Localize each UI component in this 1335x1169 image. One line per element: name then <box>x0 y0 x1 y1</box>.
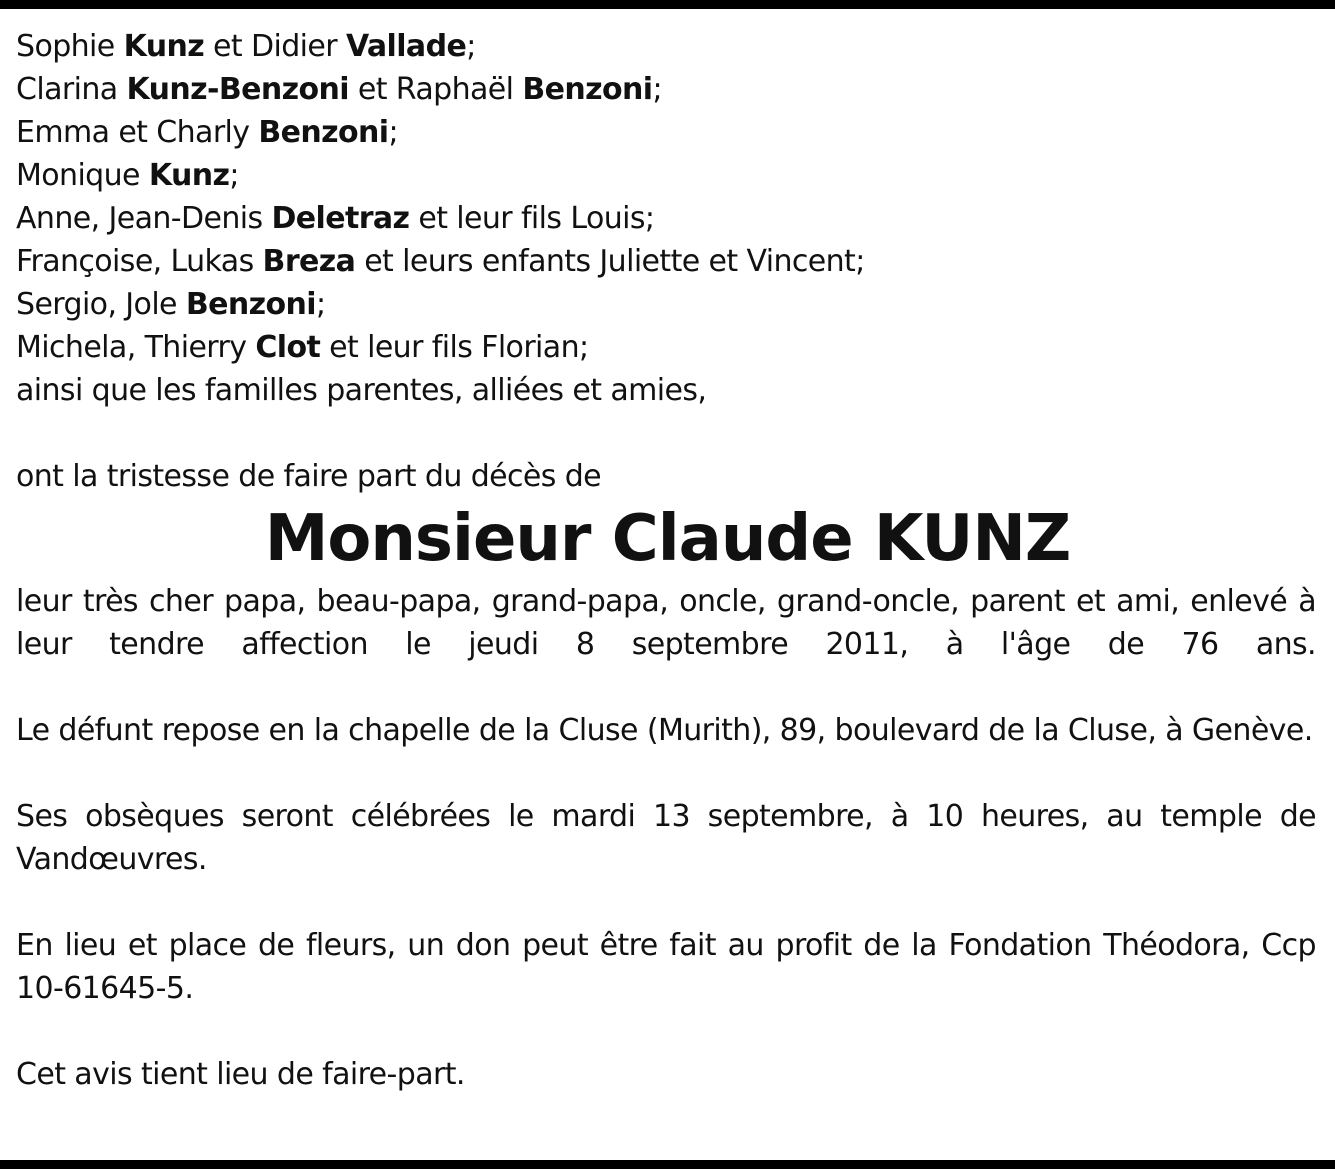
family-text: Emma et Charly <box>16 115 259 150</box>
rest-location-text: Le défunt repose en la chapelle de la Cluse (Murith), 89, boulevard de la Cluse, à Genève. <box>16 713 1313 748</box>
family-line <box>16 369 1316 412</box>
family-text: Sophie <box>16 29 124 64</box>
family-line <box>16 240 1316 283</box>
family-text: Anne, Jean-Denis <box>16 201 272 236</box>
family-text: et leur fils Florian; <box>320 330 589 365</box>
family-surname: Benzoni <box>522 72 653 107</box>
family-text: ; <box>652 72 662 107</box>
family-text: Françoise, Lukas <box>16 244 263 279</box>
family-surname: Breza <box>262 244 356 279</box>
family-line <box>16 111 1316 154</box>
family-surname: Vallade <box>345 29 467 64</box>
family-surname: Kunz <box>123 29 205 64</box>
description-text: leur très cher papa, beau-papa, grand-papa, oncle, grand-oncle, parent et ami, enlevé à leur tendre affection le jeudi 8 septembre 2011, à l'âge de 76 ans. <box>16 584 1316 662</box>
family-text: Monique <box>16 158 149 193</box>
intro-text: ont la tristesse de faire part du décès de <box>16 459 602 494</box>
family-text: ; <box>388 115 398 150</box>
top-rule <box>0 0 1335 9</box>
family-text: ; <box>229 158 239 193</box>
bottom-rule <box>0 1160 1335 1169</box>
family-surname: Kunz <box>148 158 230 193</box>
family-line <box>16 197 1316 240</box>
family-text: et leurs enfants Juliette et Vincent; <box>355 244 865 279</box>
family-text: et leur fils Louis; <box>409 201 655 236</box>
family-surname: Deletraz <box>271 201 410 236</box>
family-list <box>16 25 1316 412</box>
family-line <box>16 68 1316 111</box>
donation-text: En lieu et place de fleurs, un don peut être fait au profit de la Fondation Théodora, Ccp 10-61645-5. <box>16 928 1316 1006</box>
family-text: et Raphaël <box>348 72 523 107</box>
spacer <box>16 1010 1316 1053</box>
family-line <box>16 25 1316 68</box>
funeral-text: Ses obsèques seront célébrées le mardi 13 septembre, à 10 heures, au temple de Vandœuvres. <box>16 799 1316 877</box>
spacer <box>16 412 1316 455</box>
spacer <box>16 666 1316 709</box>
spacer <box>16 881 1316 924</box>
family-text: ; <box>466 29 476 64</box>
family-surname: Benzoni <box>258 115 389 150</box>
closing-text: Cet avis tient lieu de faire-part. <box>16 1057 465 1092</box>
obituary-notice <box>16 25 1316 1096</box>
family-text: Clarina <box>16 72 127 107</box>
family-line <box>16 154 1316 197</box>
family-text: et Didier <box>204 29 346 64</box>
family-text: ainsi que les familles parentes, alliées et amies, <box>16 373 707 408</box>
deceased-name: Monsieur Claude KUNZ <box>264 502 1071 576</box>
family-line <box>16 283 1316 326</box>
family-surname: Benzoni <box>185 287 316 322</box>
family-text: Michela, Thierry <box>16 330 256 365</box>
family-text: ; <box>315 287 326 322</box>
family-text: Sergio, Jole <box>16 287 186 322</box>
family-surname: Kunz-Benzoni <box>126 72 349 107</box>
spacer <box>16 752 1316 795</box>
family-surname: Clot <box>255 330 321 365</box>
family-line <box>16 326 1316 369</box>
